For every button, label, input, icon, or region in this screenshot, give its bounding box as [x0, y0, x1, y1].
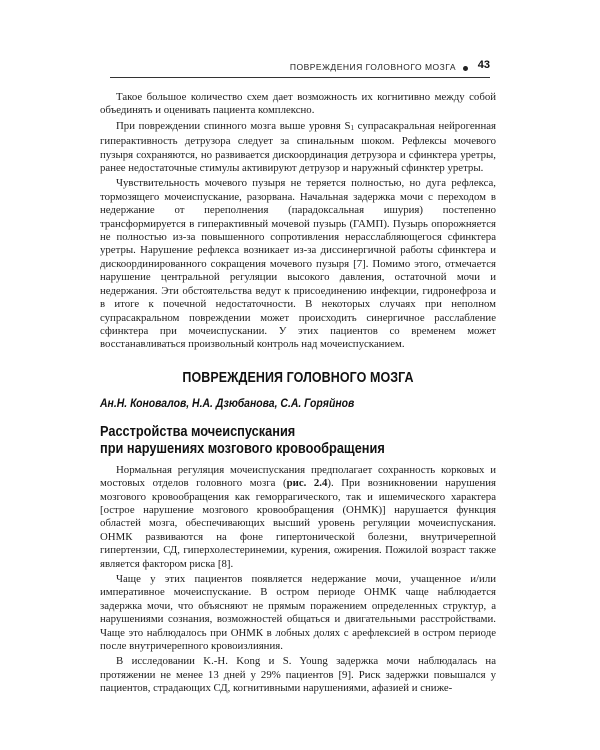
- subsection-title-line: Расстройства мочеиспускания: [100, 423, 296, 440]
- paragraph-text: При повреждении спинного мозга выше уровня S: [116, 119, 351, 132]
- page-number: 43: [477, 59, 490, 71]
- paragraph-text: Нормальная регуляция мочеиспускания предполагает сохранность корковых и мостовых отделов головного мозга (: [100, 463, 496, 490]
- paragraph: [100, 464, 496, 571]
- subsection-title: [100, 424, 448, 458]
- page-body: [100, 91, 496, 698]
- paragraph: Чувствительность мочевого пузыря не теряется полностью, но дуга рефлекса, тормозящего мочеиспускание, разорвана. Начальная задержка мочи с переходом в недержание от переполнения (парадоксальная ишурия) постепенно трансформируется в гиперактивный мочевой пузырь (ГАМП). Пузырь опорожняется не полностью из-за повышенного сопротивления нерасслабляющегося сфинктера уретры. Нарушение рефлекса возникает из-за диссинергичной работы сфинктера и дискоординированного сокращения мочевого пузыря [7]. Помимо этого, отмечается нарушение центральной регуляции высокого давления, остаточной мочи и недержания. Эти обстоятельства ведут к присоединению инфекции, гидронефроза и в итоге к почечной недостаточности. В некоторых случаях при неполном супрасакральном повреждении может происходить синергичное расслабление сфинктера при мочеиспускании. У этих пациентов со временем может восстанавливаться произвольный контроль над мочеиспусканием.: [100, 177, 496, 351]
- paragraph: Такое большое количество схем дает возможность их когнитивно между собой объединять и оценивать пациента комплексно.: [100, 91, 496, 117]
- bullet-icon: [463, 66, 468, 71]
- paragraph: В исследовании K.-H. Kong и S. Young задержка мочи наблюдалась на протяжении не менее 13 дней у 29% пациентов [9]. Риск задержки повышался у пациентов, страдающих СД, когнитивными нарушениями, афазией и сниже-: [100, 655, 496, 695]
- paragraph-text: ). При возникновении нарушения мозгового кровообращения как геморрагического, так и ишемического характера [острое нарушение мозгового кровообращения (ОНМК)] нарушается функция областей мозга, обеспечивающих высший уровень регуляции мочеиспускания. ОНМК развиваются на фоне гипертонической болезни, внутричерепной гипертензии, СД, гиперхолестеринемии, курения, ожирения. Пожилой возраст также является фактором риска [8].: [100, 477, 496, 570]
- paragraph: [100, 120, 496, 176]
- header-rule: [110, 77, 490, 78]
- running-title: ПОВРЕЖДЕНИЯ ГОЛОВНОГО МОЗГА: [289, 62, 456, 72]
- section-title: ПОВРЕЖДЕНИЯ ГОЛОВНОГО МОЗГА: [182, 369, 414, 386]
- authors: Ан.Н. Коновалов, Н.А. Дзюбанова, С.А. Горяйнов: [100, 396, 355, 410]
- paragraph-text: супрасакральная нейрогенная гиперактивность детрузора следует за спинальным шоком. Рефлексы мочевого пузыря сохраняются, но развивается дискоординация детрузора и сфинктера уретры, ранее недостаточные стимулы активируют детрузор и наружный сфинктер уретры.: [100, 119, 496, 175]
- subsection-title-line: при нарушениях мозгового кровообращения: [100, 440, 385, 457]
- running-header: [110, 58, 490, 78]
- subscript: 1: [350, 123, 355, 132]
- paragraph: Чаще у этих пациентов появляется недержание мочи, учащенное и/или императивное мочеиспускание. В остром периоде ОНМК чаще наблюдается задержка мочи, что объясняют не прямым поражением определенных структур, а нарушениями сознания, возможностей общаться и двигательными расстройствами. Чаще это наблюдалось при ОНМК в лобных долях с арефлексией в остром периоде после внутричерепного кровоизлияния.: [100, 572, 496, 652]
- figure-reference: рис. 2.4: [286, 477, 328, 490]
